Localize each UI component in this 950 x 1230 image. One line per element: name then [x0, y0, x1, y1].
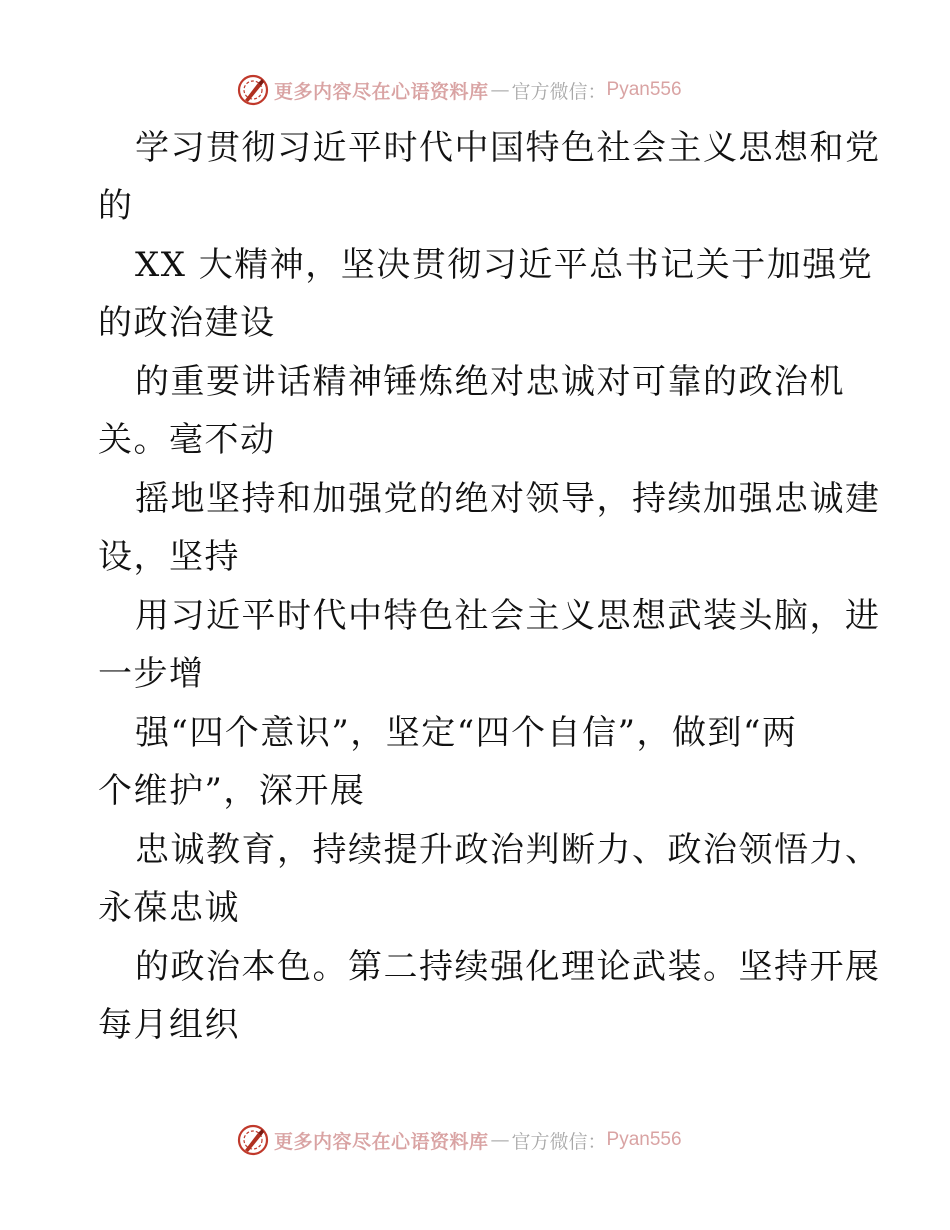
wechat-label: 官方微信： — [511, 80, 607, 103]
body-line: 用习近平时代中特色社会主义思想武装头脑，进 — [135, 596, 881, 636]
footer-banner — [236, 1122, 682, 1158]
banner-separator: — — [490, 1129, 510, 1151]
wechat-label: 官方微信： — [511, 1130, 607, 1153]
body-line: 关。毫不动 — [98, 420, 276, 460]
body-line: 的政治本色。第二持续强化理论武装。坚持开展 — [135, 947, 881, 987]
wechat-id: Pyan556 — [606, 1129, 682, 1150]
banner-separator: — — [490, 79, 510, 101]
body-line: 的重要讲话精神锤炼绝对忠诚对可靠的政治机 — [135, 362, 845, 402]
pen-circle-logo-icon — [236, 73, 270, 107]
body-line: XX 大精神，坚决贯彻习近平总书记关于加强党 — [135, 245, 874, 285]
body-line: 忠诚教育，持续提升政治判断力、政治领悟力、 — [135, 830, 881, 870]
body-line: 的政治建设 — [98, 303, 276, 343]
header-banner — [236, 72, 682, 108]
body-line: 个维护”，深开展 — [98, 771, 366, 811]
body-line: 设，坚持 — [98, 537, 240, 577]
site-promo-text: 更多内容尽在心语资料库 — [274, 80, 489, 103]
body-line: 永葆忠诚 — [98, 888, 240, 928]
body-line: 学习贯彻习近平时代中国特色社会主义思想和党 — [135, 128, 881, 168]
body-line: 摇地坚持和加强党的绝对领导，持续加强忠诚建 — [135, 479, 881, 519]
wechat-id: Pyan556 — [606, 79, 682, 100]
site-promo-text: 更多内容尽在心语资料库 — [274, 1130, 489, 1153]
body-line: 强“四个意识”，坚定“四个自信”，做到“两 — [135, 713, 798, 753]
body-line: 一步增 — [98, 654, 205, 694]
body-line: 每月组织 — [98, 1005, 240, 1045]
pen-circle-logo-icon — [236, 1123, 270, 1157]
body-line: 的 — [98, 186, 134, 226]
